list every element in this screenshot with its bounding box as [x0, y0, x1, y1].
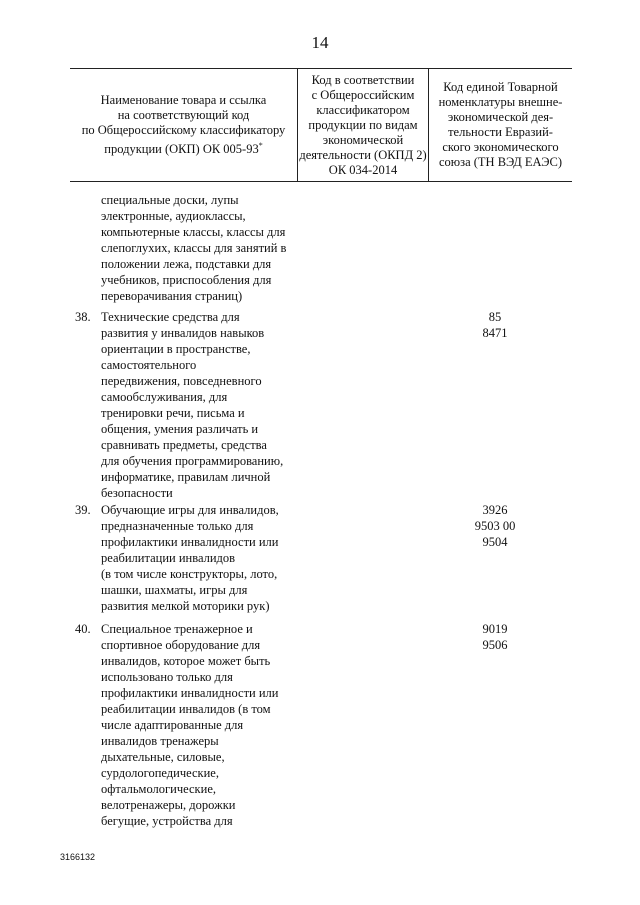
row-number: 40. [75, 622, 91, 636]
table-header-bottom-rule [70, 181, 572, 182]
row-codes: 3926 9503 00 9504 [474, 503, 516, 549]
header-col-tnved: Код единой Товарной номенклатуры внешне- экономической дея- тельности Евразий- ского экономического союза (ТН ВЭД ЕАЭС) [438, 80, 563, 169]
row-name: Обучающие игры для инвалидов, предназначенные только для профилактики инвалидности или реабилитации инвалидов (в том числе конструкторы, лото, шашки, шахматы, игры для развития мелкой моторики рук) [101, 503, 279, 613]
row-codes: 9019 9506 [482, 622, 508, 652]
row-name: Специальное тренажерное и спортивное оборудование для инвалидов, которое может быть использовано только для профилактики инвалидности или реабилитации инвалидов (в том числе адаптированные для инвалидов тренажеры дыхательные, силовые, сурдологопедические, офтальмологические, велотренажеры, дорожки бегущие, устройства для [101, 622, 279, 828]
header-footnote-mark: * [258, 140, 263, 150]
header-col-name-text: Наименование товара и ссылка на соответствующий код по Общероссийскому классификатору продукции (ОКП) ОК 005-93 [81, 92, 286, 157]
row-name: Технические средства для развития у инвалидов навыков ориентации в пространстве, самостоятельного передвижения, повседневного самообслуживания, для тренировки речи, письма и общения, умения различать и сравнивать предметы, средства для обучения программированию, информатике, правилам личной безопасности [101, 310, 284, 500]
document-code: 3166132 [60, 852, 96, 862]
row-number: 39. [75, 503, 91, 517]
header-col-name [70, 69, 297, 181]
header-col-okpd2: Код в соответствии с Общероссийским классификатором продукции по видам экономической деятельности (ОКПД 2) ОК 034-2014 [299, 72, 427, 177]
page-number: 14 [311, 33, 329, 52]
row-number: 38. [75, 310, 91, 324]
row-codes: 85 8471 [482, 310, 508, 340]
continuation-text: специальные доски, лупы электронные, аудиоклассы, компьютерные классы, классы для слепоглухих, классы для занятий в положении лежа, подставки для учебников, приспособления для переворачивания страниц) [101, 193, 287, 303]
